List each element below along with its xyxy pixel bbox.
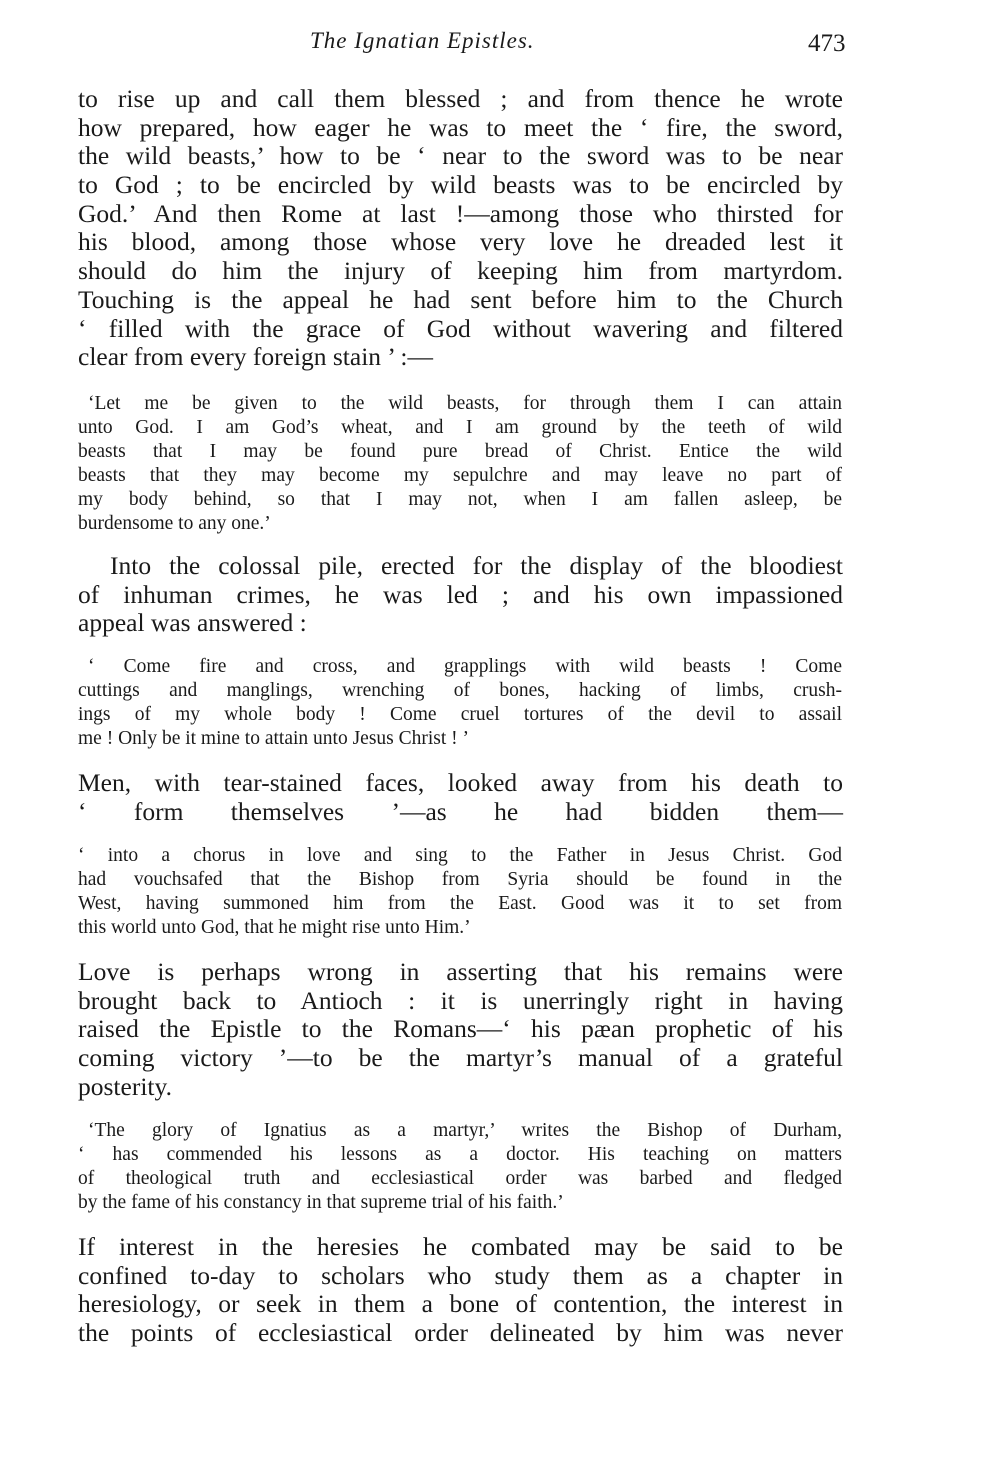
text-line: Love is perhaps wrong in asserting that his remains were <box>78 957 843 986</box>
paragraph <box>78 769 843 826</box>
text-line: If interest in the heresies he combated may be said to be <box>78 1232 843 1261</box>
text-line: ‘ form themselves ’—as he had bidden them— <box>78 796 843 826</box>
text-line: God.’ And then Rome at last !—among those who thirsted for <box>78 198 843 228</box>
text-line: ings of my whole body ! Come cruel tortures of the devil to assail <box>78 704 842 725</box>
text-line: ‘ filled with the grace of God without wavering and filtered <box>78 313 843 343</box>
text-line: Into the colossal pile, erected for the display of the bloodiest <box>110 551 843 580</box>
text-line: beasts that I may be found pure bread of Christ. Entice the wild <box>78 441 842 462</box>
text-line: confined to-day to scholars who study them as a chapter in <box>78 1260 843 1290</box>
text-line: raised the Epistle to the Romans—‘ his pæan prophetic of his <box>78 1014 843 1044</box>
text-line: by the fame of his constancy in that supreme trial of his faith.’ <box>78 1192 564 1213</box>
text-line: beasts that they may become my sepulchre and may leave no part of <box>78 465 842 486</box>
text-line: to God ; to be encircled by wild beasts was to be encircled by <box>78 170 843 200</box>
text-line: how prepared, how eager he was to meet the ‘ fire, the sword, <box>78 112 843 142</box>
text-line: should do him the injury of keeping him from martyrdom. <box>78 256 843 286</box>
text-line: appeal was answered : <box>78 608 307 638</box>
text-line: the wild beasts,’ how to be ‘ near to the sword was to be near <box>78 141 843 171</box>
text-line: my body behind, so that I may not, when I am fallen asleep, be <box>78 489 842 510</box>
text-line: ‘Let me be given to the wild beasts, for through them I can attain <box>88 393 842 414</box>
text-line: brought back to Antioch : it is unerringly right in having <box>78 985 843 1015</box>
running-title: The Ignatian Epistles. <box>310 28 535 53</box>
paragraph <box>78 552 843 638</box>
text-line: ‘The glory of Ignatius as a martyr,’ writes the Bishop of Durham, <box>88 1120 842 1141</box>
block-quote <box>78 392 842 536</box>
text-line: heresiology, or seek in them a bone of contention, the interest in <box>78 1289 843 1319</box>
text-line: ‘ Come fire and cross, and grapplings with wild beasts ! Come <box>88 656 842 677</box>
text-line: had vouchsafed that the Bishop from Syria should be found in the <box>78 869 842 890</box>
text-line: unto God. I am God’s wheat, and I am ground by the teeth of wild <box>78 417 842 438</box>
text-line: cuttings and manglings, wrenching of bones, hacking of limbs, crush- <box>78 680 842 701</box>
text-line: of theological truth and ecclesiastical order was barbed and fledged <box>78 1168 842 1189</box>
block-quote <box>78 655 842 751</box>
text-line: Men, with tear-stained faces, looked away from his death to <box>78 768 843 797</box>
block-quote <box>78 1119 842 1215</box>
text-line: posterity. <box>78 1071 172 1101</box>
paragraph <box>78 958 843 1101</box>
text-line: coming victory ’—to be the martyr’s manual of a grateful <box>78 1043 843 1073</box>
text-line: to rise up and call them blessed ; and from thence he wrote <box>78 84 843 113</box>
paragraph <box>78 1233 843 1348</box>
text-line: of inhuman crimes, he was led ; and his own impassioned <box>78 579 843 609</box>
paragraph <box>78 85 843 372</box>
text-line: clear from every foreign stain ’ :— <box>78 342 433 372</box>
text-line: this world unto God, that he might rise unto Him.’ <box>78 917 471 938</box>
text-line: West, having summoned him from the East. Good was it to set from <box>78 893 842 914</box>
text-line: burdensome to any one.’ <box>78 513 271 534</box>
page-number: 473 <box>808 30 846 57</box>
text-line: the points of ecclesiastical order delineated by him was never <box>78 1318 843 1348</box>
text-line: ‘ has commended his lessons as a doctor. His teaching on matters <box>78 1144 842 1165</box>
text-line: me ! Only be it mine to attain unto Jesus Christ ! ’ <box>78 728 470 749</box>
text-line: his blood, among those whose very love he dreaded lest it <box>78 227 843 257</box>
block-quote <box>78 844 842 940</box>
text-line: ‘ into a chorus in love and sing to the Father in Jesus Christ. God <box>78 845 842 866</box>
text-line: Touching is the appeal he had sent before him to the Church <box>78 284 843 314</box>
